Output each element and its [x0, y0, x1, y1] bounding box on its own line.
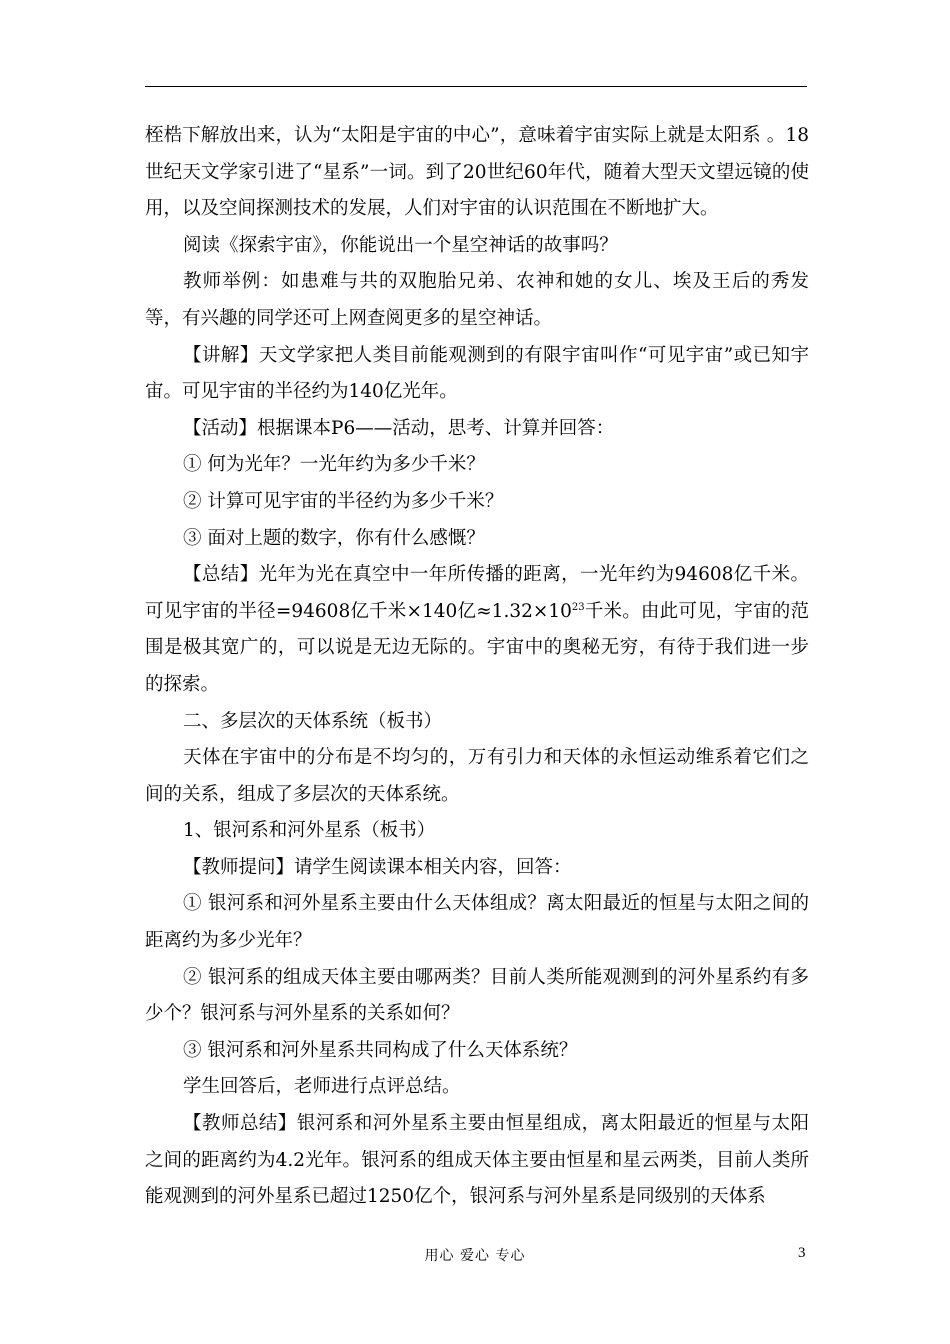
paragraph: ① 何为光年？一光年约为多少千米？	[183, 454, 485, 476]
paragraph: 学生回答后，老师进行点评总结。	[183, 1076, 461, 1098]
paragraph: 【活动】根据课本P6——活动，思考、计算并回答：	[183, 417, 615, 439]
paragraph: 教师举例：如患难与共的双胞胎兄弟、农神和她的女儿、埃及王后的秀发等，有兴趣的同学还可上网查阅更多的星空神话。	[145, 271, 809, 329]
page-body	[145, 118, 809, 1216]
footer-motto: 用心 爱心 专心	[424, 1248, 526, 1264]
page-footer	[0, 1245, 950, 1269]
paragraph: 【教师提问】请学生阅读课本相关内容，回答：	[183, 856, 572, 878]
paragraph: 桎梏下解放出来，认为“太阳是宇宙的中心”，意味着宇宙实际上就是太阳系 。18世纪天文学家引进了“星系”一词。到了20世纪60年代，随着大型天文望远镜的使用，以及空间探测技术的发展，人们对宇宙的认识范围在不断地扩大。	[145, 125, 809, 220]
paragraph: 阅读《探索宇宙》，你能说出一个星空神话的故事吗？	[183, 234, 618, 256]
paragraph: ① 银河系和河外星系主要由什么天体组成？离太阳最近的恒星与太阳之间的距离约为多少光年？	[145, 893, 809, 952]
summary-paragraph	[145, 557, 809, 703]
summary-text-2: 千米。由此可见，宇宙的范围是极其宽广的，可以说是无边无际的。宇宙中的奥秘无穷，有待于我们进一步的探索。	[145, 600, 809, 695]
paragraph: ② 计算可见宇宙的半径约为多少千米？	[183, 490, 504, 512]
paragraph: 天体在宇宙中的分布是不均匀的，万有引力和天体的永恒运动维系着它们之间的关系，组成了多层次的天体系统。	[145, 747, 809, 805]
paragraph: ③ 银河系和河外星系共同构成了什么天体系统？	[183, 1039, 578, 1061]
paragraph: ② 银河系的组成天体主要由哪两类？目前人类所能观测到的河外星系约有多少个？银河系与河外星系的关系如何？	[145, 966, 809, 1025]
paragraph: 【讲解】天文学家把人类目前能观测到的有限宇宙叫作“可见宇宙”或已知宇宙。可见宇宙的半径约为140亿光年。	[145, 344, 809, 403]
section-heading: 二、多层次的天体系统（板书）	[183, 710, 443, 732]
paragraph: 【教师总结】银河系和河外星系主要由恒星组成，离太阳最近的恒星与太阳之间的距离约为4.2光年。银河系的组成天体主要由恒星和星云两类，目前人类所能观测到的河外星系已超过1250亿个，银河系与河外星系是同级别的天体系	[145, 1113, 809, 1208]
header-rule	[145, 86, 807, 87]
summary-text-1: 【总结】光年为光在真空中一年所传播的距离，一光年约为94608亿千米。可见宇宙的半径=94608亿千米×140亿≈1.32×10	[145, 564, 809, 622]
summary-exponent: 23	[571, 601, 585, 613]
page-number: 3	[798, 1245, 806, 1261]
subsection-heading: 1、银河系和河外星系（板书）	[183, 820, 436, 842]
paragraph: ③ 面对上题的数字，你有什么感慨？	[183, 527, 485, 549]
